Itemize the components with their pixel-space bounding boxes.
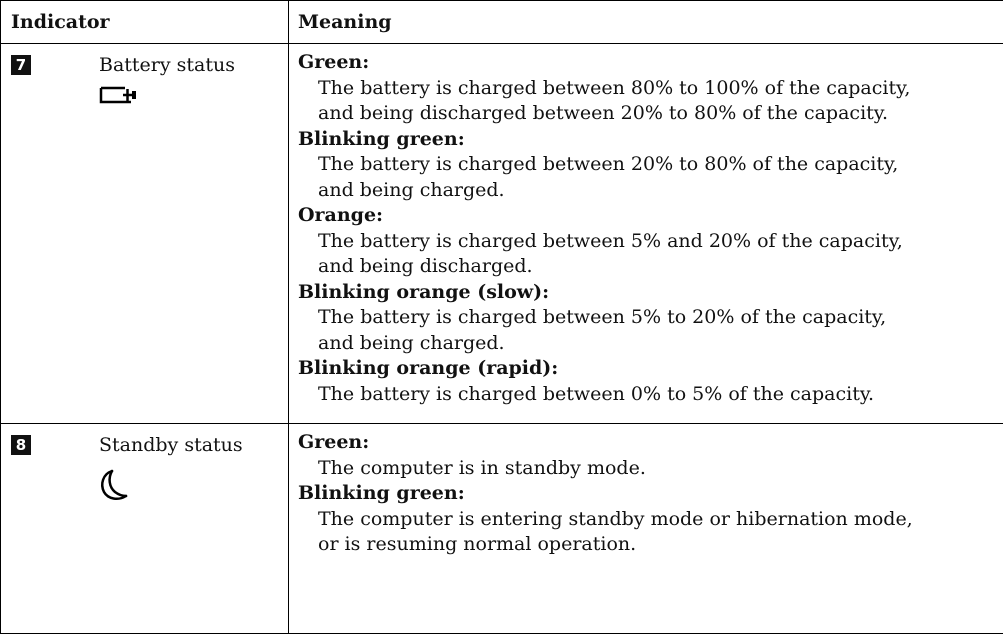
state-description [298, 152, 1003, 203]
description-line: and being discharged between 20% to 80% of the capacity. [318, 101, 1003, 127]
description-line: The battery is charged between 0% to 5% of the capacity. [318, 382, 1003, 408]
state-label: Blinking orange (rapid): [298, 356, 1003, 382]
state-label: Blinking green: [298, 481, 1003, 507]
description-line: The battery is charged between 5% to 20% of the capacity, [318, 305, 1003, 331]
meaning-cell-standby [289, 424, 1003, 634]
state-label: Green: [298, 430, 1003, 456]
description-line: The computer is in standby mode. [318, 456, 1003, 482]
meaning-cell-battery [289, 44, 1003, 424]
indicator-cell-battery [1, 44, 289, 424]
description-line: The computer is entering standby mode or hibernation mode, [318, 507, 1003, 533]
indicator-label: Standby status [99, 432, 243, 458]
indicator-number-badge: 7 [11, 55, 31, 75]
table-header-row [1, 1, 1003, 44]
table-row-standby [1, 424, 1003, 634]
state-description [298, 456, 1003, 482]
state-description [298, 229, 1003, 280]
indicator-label: Battery status [99, 52, 235, 78]
state-label: Blinking orange (slow): [298, 280, 1003, 306]
state-description [298, 305, 1003, 356]
battery-icon [98, 84, 142, 106]
state-label: Green: [298, 50, 1003, 76]
table-row-battery [1, 44, 1003, 424]
indicator-number-badge: 8 [11, 435, 31, 455]
state-label: Orange: [298, 203, 1003, 229]
header-meaning: Meaning [289, 1, 1003, 44]
description-line: The battery is charged between 20% to 80% of the capacity, [318, 152, 1003, 178]
description-line: and being charged. [318, 178, 1003, 204]
description-line: The battery is charged between 80% to 100% of the capacity, [318, 76, 1003, 102]
description-line: The battery is charged between 5% and 20% of the capacity, [318, 229, 1003, 255]
description-line: and being charged. [318, 331, 1003, 357]
state-label: Blinking green: [298, 127, 1003, 153]
description-line: and being discharged. [318, 254, 1003, 280]
state-description [298, 382, 1003, 408]
indicator-cell-standby [1, 424, 289, 634]
description-line: or is resuming normal operation. [318, 532, 1003, 558]
header-indicator: Indicator [1, 1, 289, 44]
state-description [298, 507, 1003, 558]
crescent-moon-icon [98, 468, 134, 504]
state-description [298, 76, 1003, 127]
